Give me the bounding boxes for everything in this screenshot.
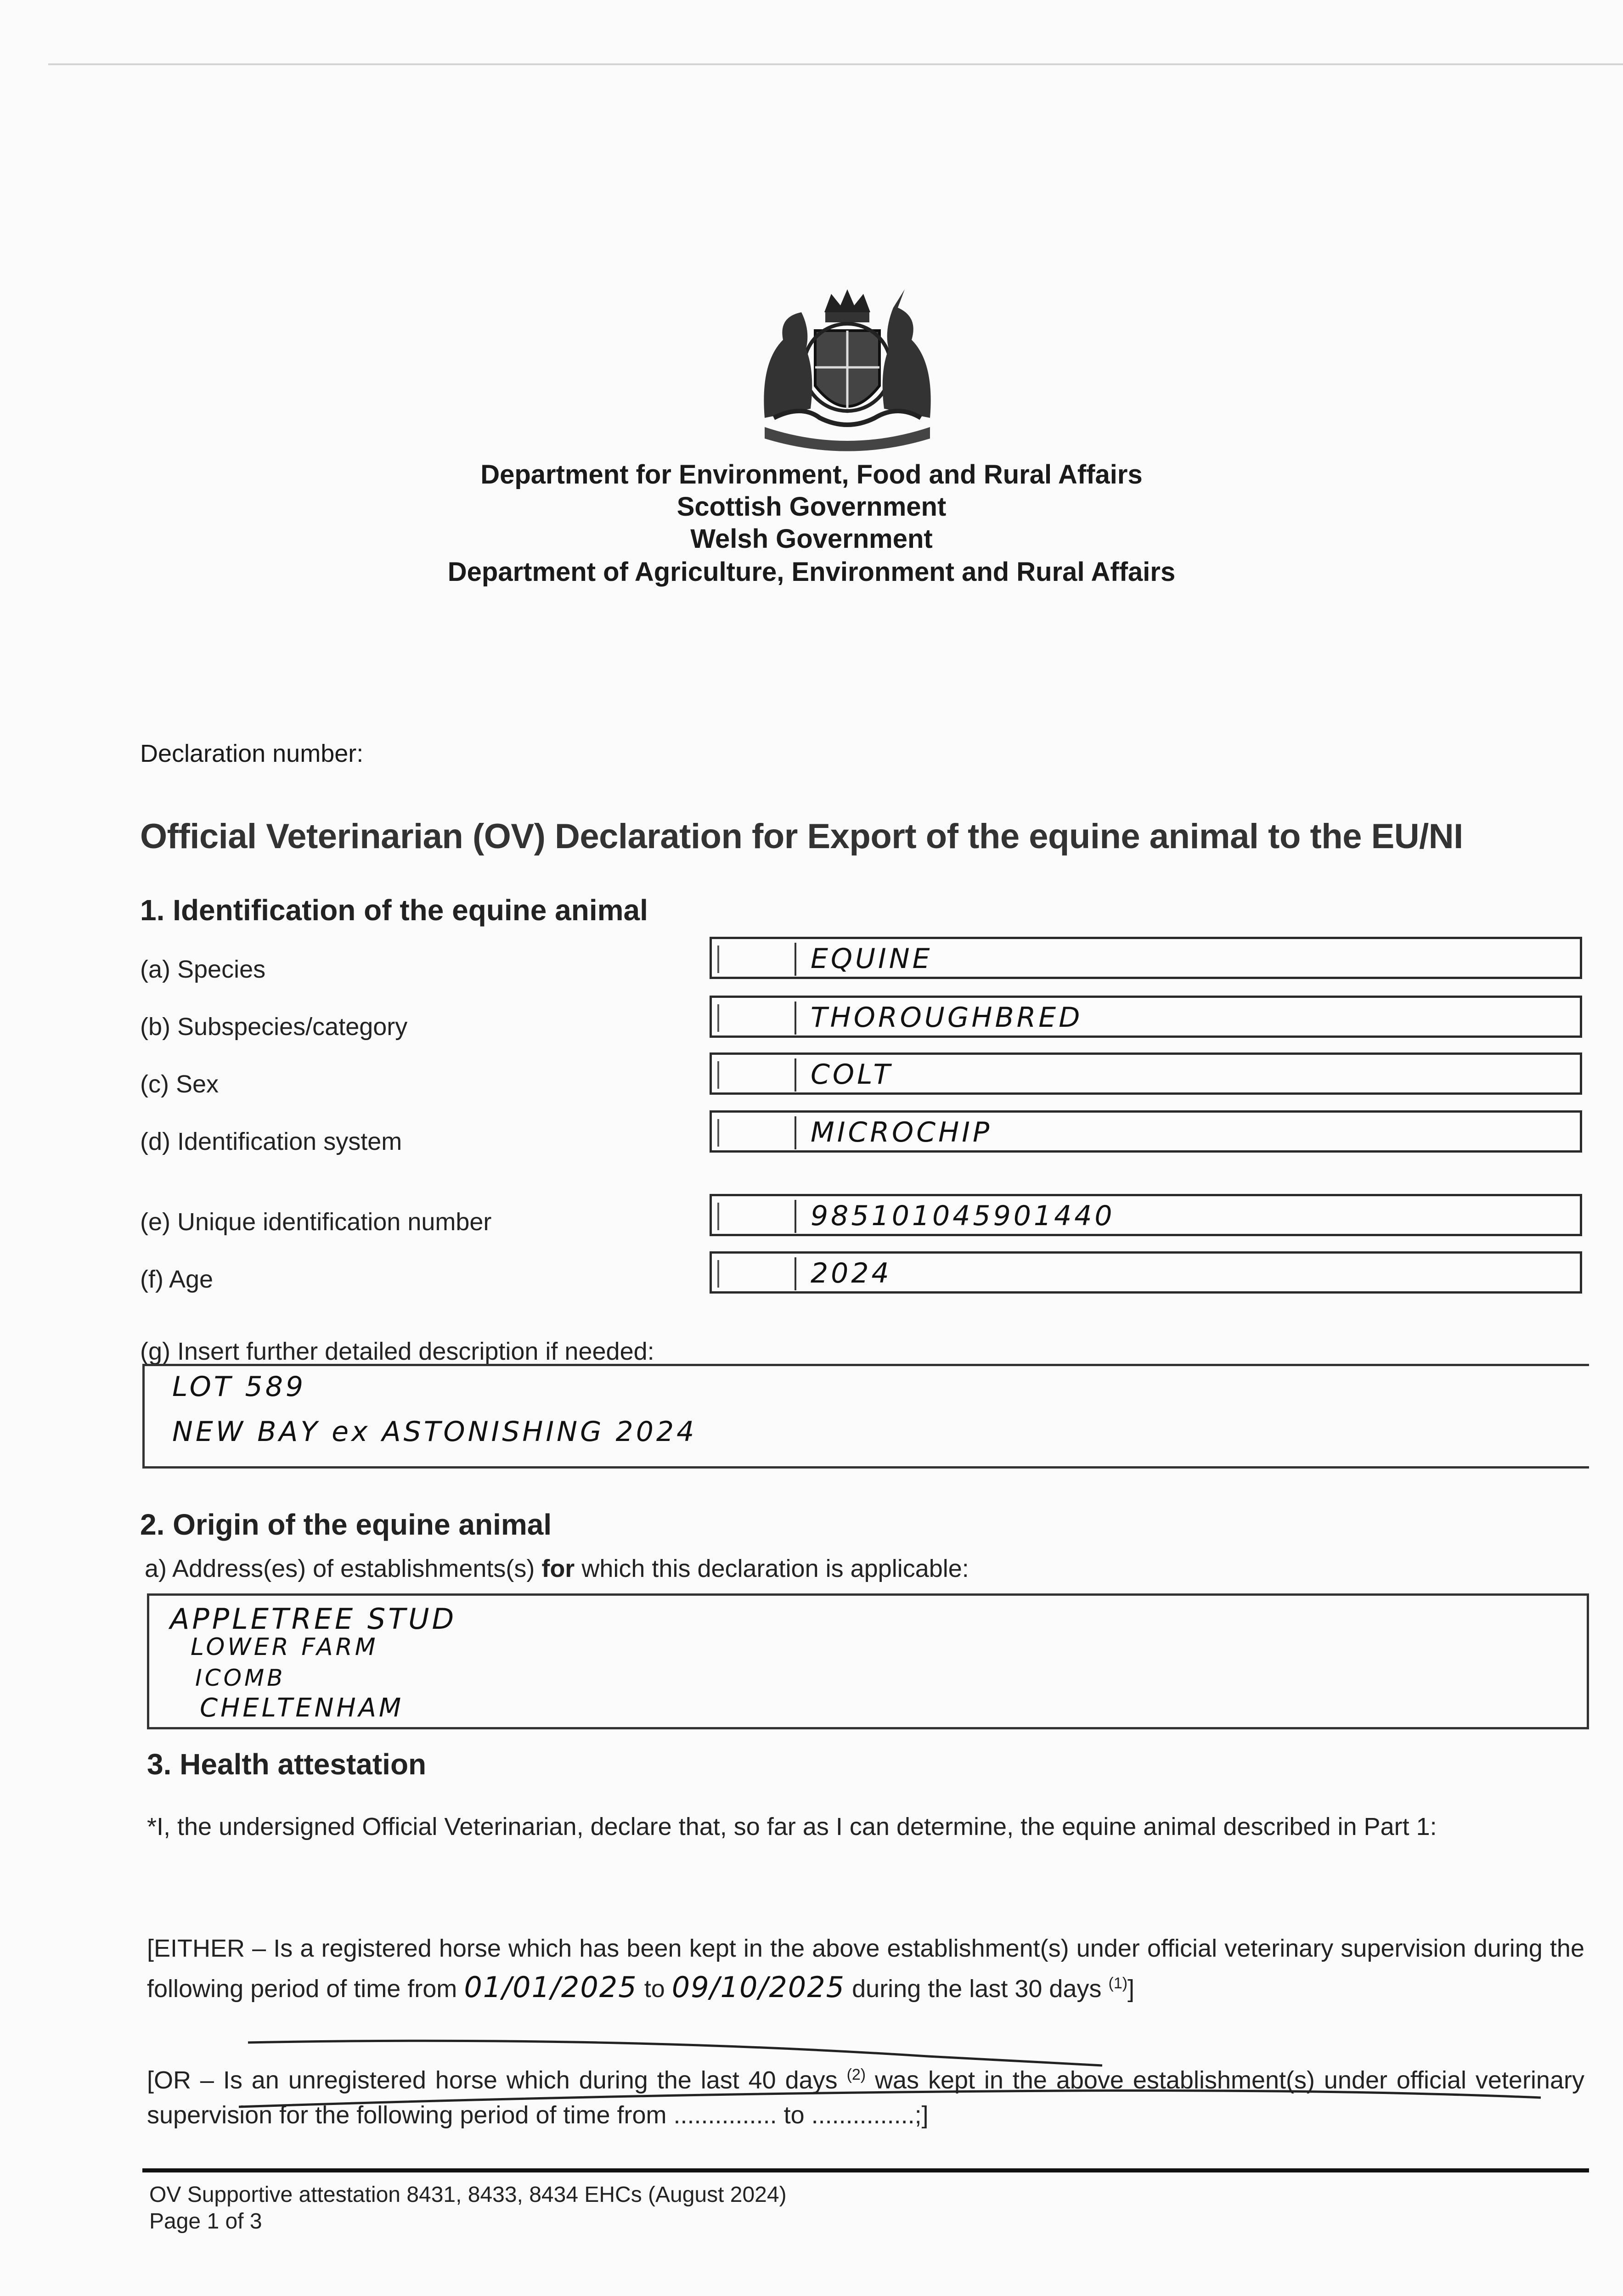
org-scottish-government: Scottish Government <box>676 492 947 522</box>
age-field[interactable] <box>710 1251 1582 1294</box>
field-divider <box>717 945 719 973</box>
either-to: to <box>644 1975 665 2003</box>
unique-id-field[interactable] <box>710 1194 1582 1236</box>
field-divider <box>795 1200 796 1233</box>
field-divider <box>717 1061 719 1089</box>
address-line: APPLETREE STUD <box>170 1602 457 1636</box>
id-system-value: MICROCHIP <box>811 1116 992 1148</box>
section-2-heading: 2. Origin of the equine animal <box>140 1508 552 1541</box>
either-date-to[interactable]: 09/10/2025 <box>671 1970 845 2004</box>
id-system-label: (d) Identification system <box>140 1128 402 1155</box>
either-date-from[interactable]: 01/01/2025 <box>464 1970 637 2004</box>
field-divider <box>795 1257 796 1290</box>
field-divider <box>717 1004 719 1032</box>
strikethrough-mark <box>239 2038 1543 2111</box>
or-text-tail: was kept in the above establishment(s) under official veterinary supervision for the following period of time from ............... to ...............;] <box>147 2066 1584 2129</box>
field-divider <box>717 1119 719 1147</box>
address-line: ICOMB <box>195 1665 286 1691</box>
section-1-heading: 1. Identification of the equine animal <box>140 894 648 927</box>
address-label <box>145 1554 969 1583</box>
scan-top-edge <box>48 63 1623 65</box>
either-text: [EITHER – Is a registered horse which has been kept in the above establishment(s) under official veterinary supervision during the following period of time from <box>147 1935 1584 2003</box>
unique-id-label: (e) Unique identification number <box>140 1208 492 1236</box>
org-defra: Department for Environment, Food and Rural Affairs <box>480 460 1143 490</box>
address-line: CHELTENHAM <box>200 1693 404 1723</box>
subspecies-value: THOROUGHBRED <box>811 1002 1083 1034</box>
royal-coat-of-arms-icon <box>746 280 948 455</box>
description-line: NEW BAY ex ASTONISHING 2024 <box>172 1416 697 1448</box>
footer-rule <box>142 2168 1589 2172</box>
either-clause <box>147 1931 1584 2006</box>
address-label-suffix: which this declaration is applicable: <box>581 1555 969 1582</box>
establishment-address-field[interactable] <box>147 1593 1589 1729</box>
field-divider <box>795 1116 796 1149</box>
footnote-ref: (1) <box>1108 1975 1128 1992</box>
footnote-ref: (2) <box>846 2066 866 2083</box>
address-line: LOWER FARM <box>191 1633 378 1661</box>
unique-id-value: 985101045901440 <box>811 1200 1115 1232</box>
page-title: Official Veterinarian (OV) Declaration for Export of the equine animal to the EU/NI <box>140 817 1463 856</box>
address-label-bold: for <box>541 1555 575 1582</box>
health-attestation-intro: *I, the undersigned Official Veterinarian, declare that, so far as I can determine, the equine animal described in Part 1: <box>147 1813 1437 1840</box>
footer-page-number: Page 1 of 3 <box>149 2209 262 2234</box>
subspecies-label: (b) Subspecies/category <box>140 1013 408 1041</box>
field-divider <box>717 1260 719 1288</box>
section-3-heading: 3. Health attestation <box>147 1748 427 1781</box>
further-description-field[interactable] <box>142 1364 1589 1469</box>
address-label-prefix: a) Address(es) of establishments(s) <box>145 1555 535 1582</box>
declaration-number-label: Declaration number: <box>140 740 364 767</box>
species-label: (a) Species <box>140 956 266 983</box>
sex-value: COLT <box>811 1058 893 1091</box>
sex-field[interactable] <box>710 1052 1582 1095</box>
either-text-tail: during the last 30 days <box>852 1975 1102 2003</box>
sex-label: (c) Sex <box>140 1070 219 1098</box>
further-description-label: (g) Insert further detailed description if needed: <box>140 1338 654 1365</box>
subspecies-field[interactable] <box>710 996 1582 1038</box>
id-system-field[interactable] <box>710 1110 1582 1153</box>
field-divider <box>795 943 796 976</box>
org-welsh-government: Welsh Government <box>690 524 933 554</box>
footer-attestation: OV Supportive attestation 8431, 8433, 8434 EHCs (August 2024) <box>149 2183 787 2207</box>
age-value: 2024 <box>811 1257 892 1289</box>
description-line: LOT 589 <box>172 1371 306 1403</box>
or-text: [OR – Is an unregistered horse which during the last 40 days <box>147 2066 838 2094</box>
species-value: EQUINE <box>811 943 933 975</box>
age-label: (f) Age <box>140 1266 214 1293</box>
org-daera: Department of Agriculture, Environment and Rural Affairs <box>447 557 1176 587</box>
species-field[interactable] <box>710 937 1582 979</box>
field-divider <box>795 1058 796 1092</box>
either-close: ] <box>1127 1975 1135 2003</box>
field-divider <box>717 1203 719 1230</box>
field-divider <box>795 1002 796 1035</box>
